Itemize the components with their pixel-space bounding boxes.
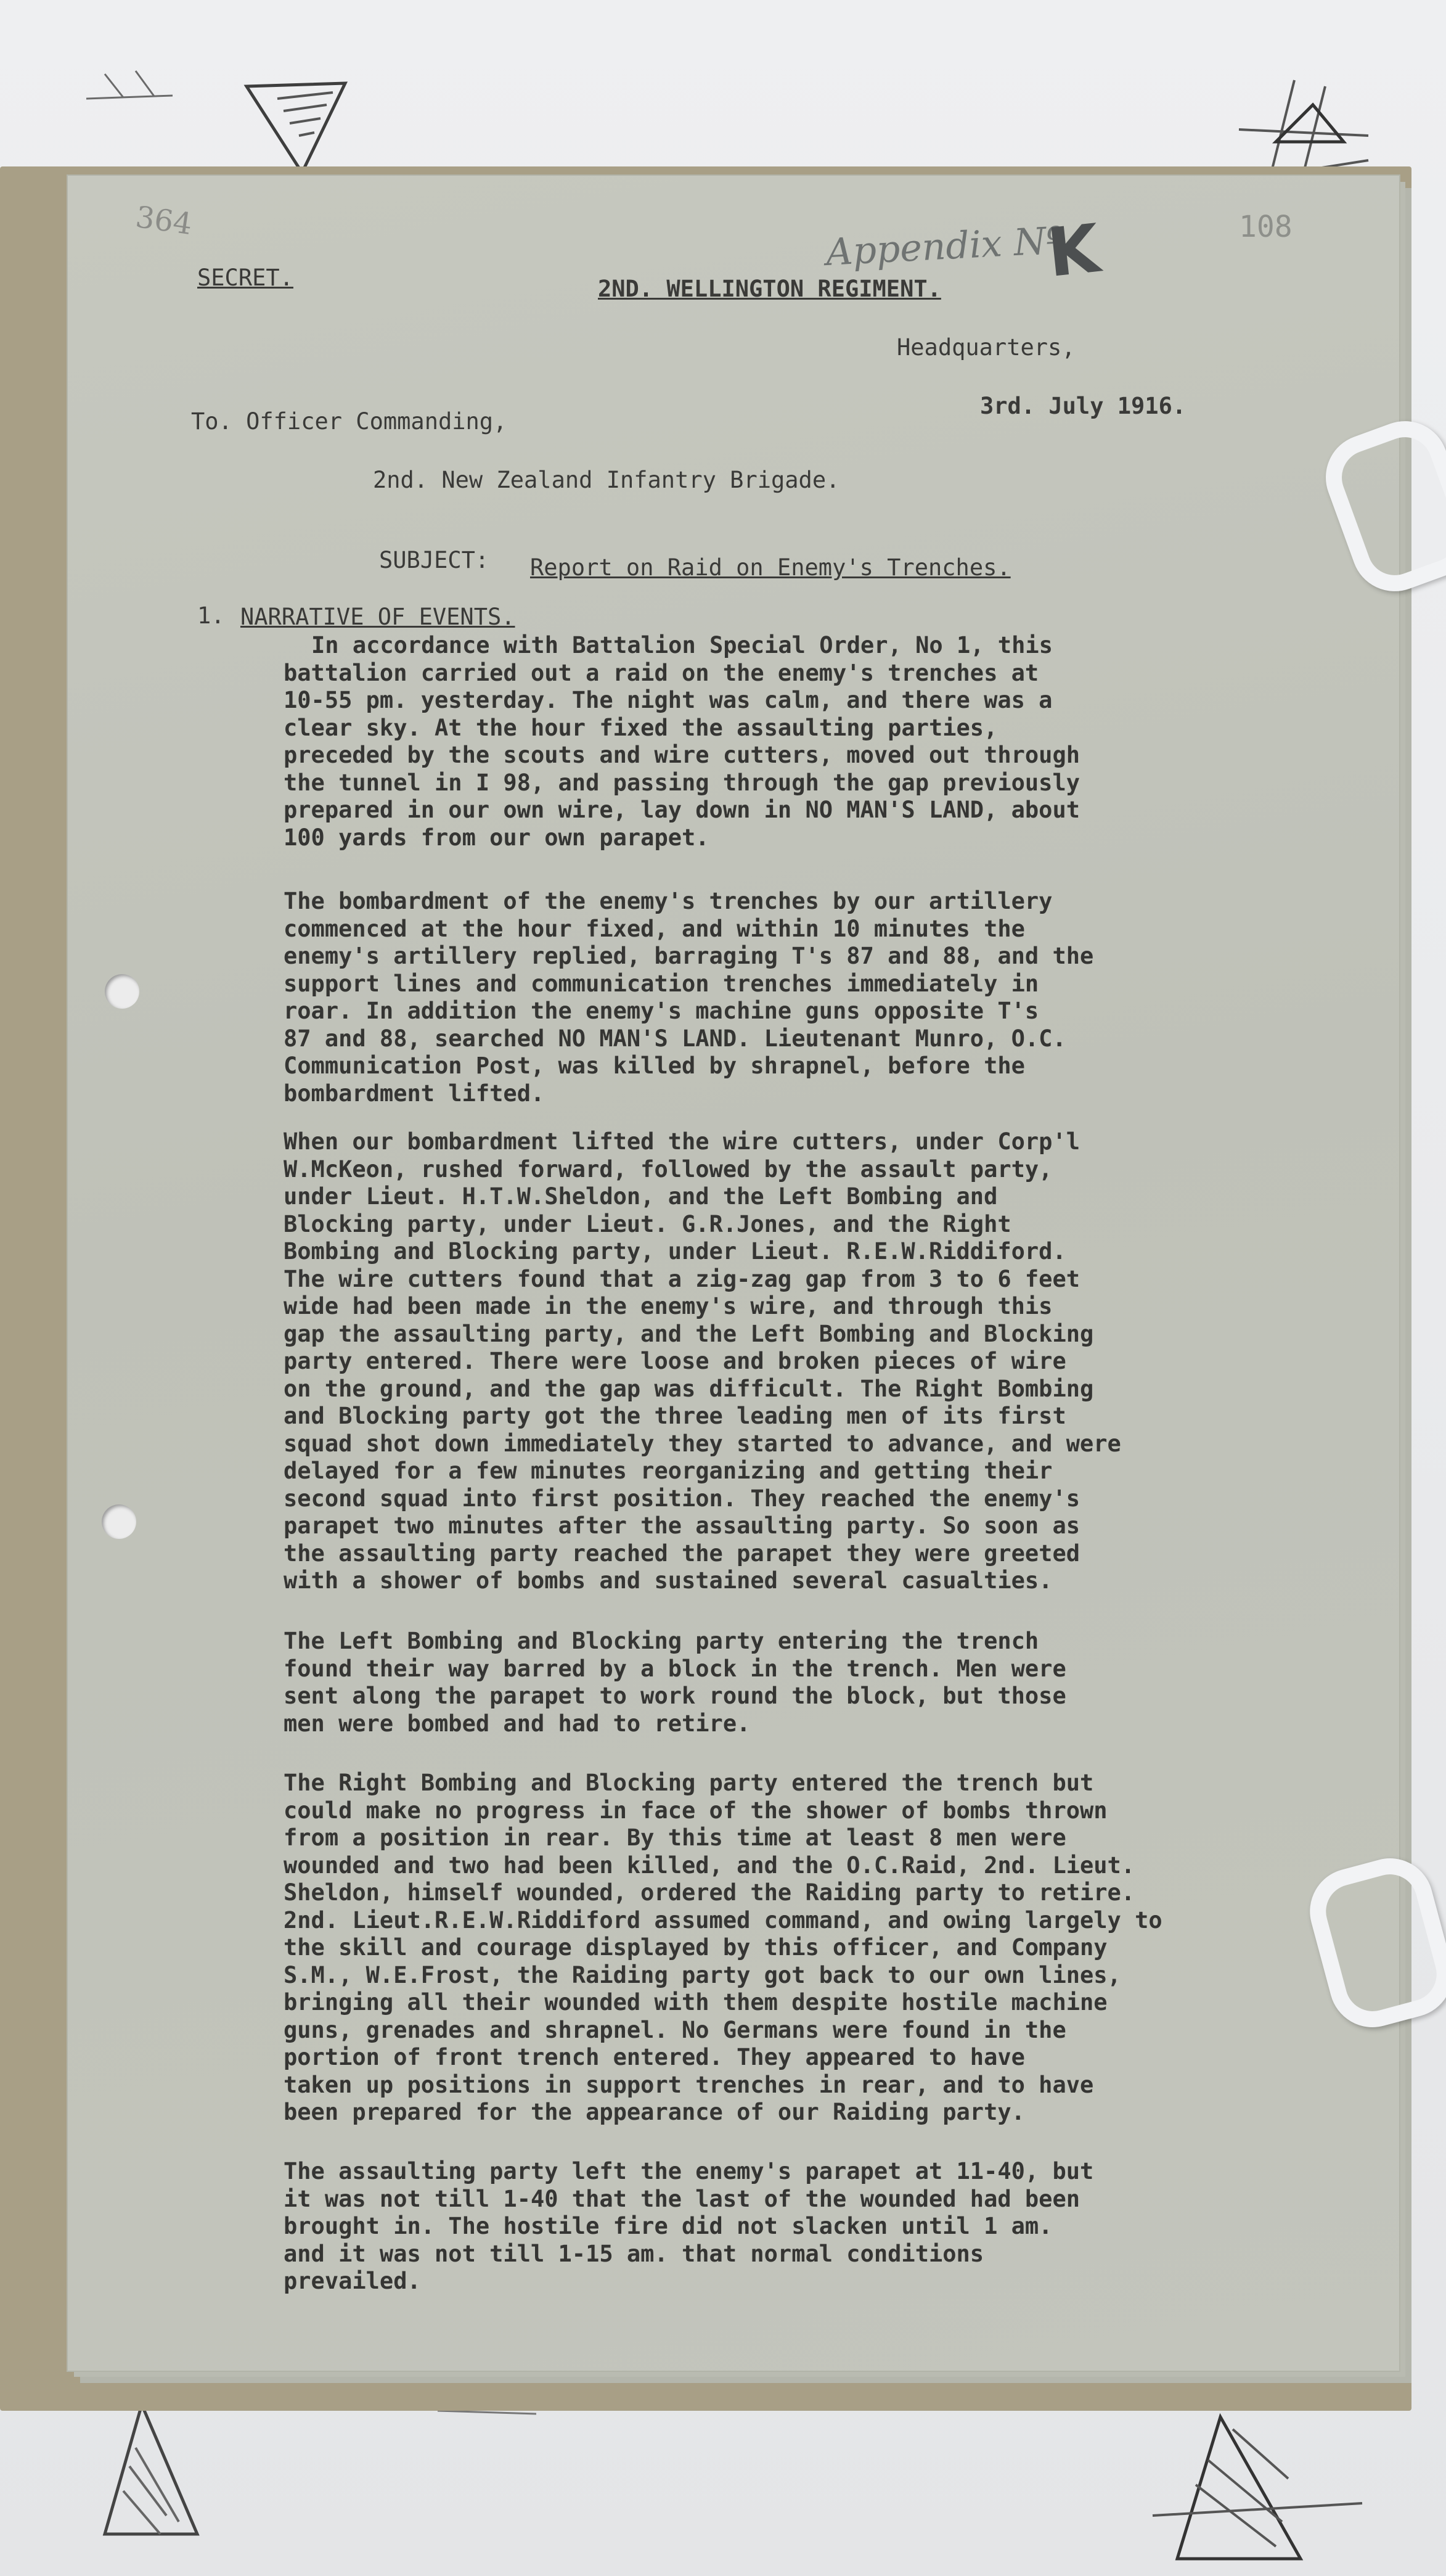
paragraph-line: Communication Post, was killed by shrapnel, before the (284, 1052, 1025, 1079)
section-title: NARRATIVE OF EVENTS. (240, 604, 515, 630)
paragraph-line: bombardment lifted. (284, 1080, 545, 1107)
paragraph-line: battalion carried out a raid on the enemy's trenches at (284, 659, 1039, 686)
paragraph-line: S.M., W.E.Frost, the Raiding party got back to our own lines, (284, 1961, 1121, 1988)
paragraph-line: 100 yards from our own parapet. (284, 824, 709, 851)
pencil-sketch-bottom-right (1140, 2392, 1375, 2571)
paragraph-line: support lines and communication trenches immediately in (284, 970, 1039, 997)
paragraph-line: and Blocking party got the three leading men of its first (284, 1403, 1066, 1429)
date-line: 3rd. July 1916. (980, 393, 1187, 419)
paragraph-line: gap the assaulting party, and the Left Bombing and Blocking (284, 1320, 1094, 1347)
paragraph-line: 87 and 88, searched NO MAN'S LAND. Lieutenant Munro, O.C. (284, 1025, 1066, 1052)
paragraph-line: The assaulting party left the enemy's parapet at 11-40, but (284, 2158, 1094, 2184)
paragraph-line: 10-55 pm. yesterday. The night was calm, and there was a (284, 687, 1053, 713)
paragraph-line: prevailed. (284, 2268, 421, 2294)
paragraph-line: The bombardment of the enemy's trenches by our artillery (284, 888, 1053, 914)
paragraph-line: W.McKeon, rushed forward, followed by the assault party, (284, 1155, 1053, 1183)
paragraph-line: delayed for a few minutes reorganizing and getting their (284, 1458, 1053, 1484)
addressee-line-2: 2nd. New Zealand Infantry Brigade. (373, 467, 840, 493)
paragraph-1 (284, 632, 1294, 851)
paragraph-line: When our bombardment lifted the wire cutters, under Corp'l (284, 1128, 1080, 1155)
paragraph-line: the skill and courage displayed by this officer, and Company (284, 1934, 1108, 1961)
paragraph-line: second squad into first position. They reached the enemy's (284, 1485, 1080, 1512)
paragraph-line: clear sky. At the hour fixed the assaulting parties, (284, 714, 998, 741)
paragraph-line: on the ground, and the gap was difficult. The Right Bombing (284, 1375, 1094, 1402)
paragraph-line: the tunnel in I 98, and passing through the gap previously (284, 769, 1080, 796)
paragraph-line: wide had been made in the enemy's wire, and through this (284, 1293, 1053, 1319)
paragraph-line: commenced at the hour fixed, and within 10 minutes the (284, 915, 1025, 942)
paragraph-line: men were bombed and had to retire. (284, 1710, 751, 1737)
paragraph-line: taken up positions in support trenches in rear, and to have (284, 2071, 1094, 2098)
classification-mark: SECRET. (197, 265, 293, 291)
paragraph-line: brought in. The hostile fire did not slacken until 1 am. (284, 2213, 1053, 2239)
paragraph-line: The Right Bombing and Blocking party entered the trench but (284, 1770, 1094, 1796)
paragraph-line: squad shot down immediately they started to advance, and were (284, 1430, 1121, 1457)
archive-number: 364 (133, 199, 195, 242)
paragraph-line: Blocking party, under Lieut. G.R.Jones, and the Right (284, 1210, 1011, 1237)
paragraph-line: found their way barred by a block in the trench. Men were (284, 1655, 1066, 1682)
subject-title: Report on Raid on Enemy's Trenches. (530, 554, 1011, 581)
pencil-sketch-top-center (240, 74, 370, 179)
paragraph-line: with a shower of bombs and sustained several casualties. (284, 1567, 1053, 1594)
paragraph-line: from a position in rear. By this time at least 8 men were (284, 1824, 1066, 1851)
paragraph-4 (284, 1628, 1294, 1737)
pencil-sketch-top-left (80, 62, 179, 111)
paragraph-3 (284, 1128, 1294, 1595)
paragraph-line: under Lieut. H.T.W.Sheldon, and the Left Bombing and (284, 1183, 998, 1210)
section-number: 1. (197, 602, 225, 629)
paragraph-line: In accordance with Battalion Special Order, No 1, this (311, 632, 1053, 658)
appendix-label: Appendix Nº (825, 218, 1065, 275)
subject-label: SUBJECT: (379, 547, 489, 573)
paragraph-line: sent along the parapet to work round the block, but those (284, 1683, 1066, 1709)
paragraph-line: could make no progress in face of the shower of bombs thrown (284, 1797, 1108, 1824)
paragraph-line: prepared in our own wire, lay down in NO MAN'S LAND, about (284, 797, 1080, 823)
paragraph-line: enemy's artillery replied, barraging T's 87 and 88, and the (284, 943, 1094, 969)
appendix-letter: K (1044, 210, 1104, 293)
paragraph-line: wounded and two had been killed, and the O.C.Raid, 2nd. Lieut. (284, 1852, 1135, 1879)
paragraph-line: roar. In addition the enemy's machine guns opposite T's (284, 998, 1039, 1024)
paragraph-line: bringing all their wounded with them despite hostile machine (284, 1989, 1108, 2016)
paragraph-line: 2nd. Lieut.R.E.W.Riddiford assumed command, and owing largely to (284, 1906, 1162, 1934)
paragraph-line: Bombing and Blocking party, under Lieut. R.E.W.Riddiford. (284, 1238, 1066, 1265)
paragraph-line: parapet two minutes after the assaulting party. So soon as (284, 1512, 1080, 1539)
pencil-sketch-bottom-left (92, 2392, 203, 2546)
paragraph-line: Sheldon, himself wounded, ordered the Raiding party to retire. (284, 1879, 1135, 1906)
paragraph-line: been prepared for the appearance of our Raiding party. (284, 2099, 1025, 2125)
paragraph-5 (284, 1770, 1294, 2127)
addressee-line-1: To. Officer Commanding, (191, 408, 507, 435)
paragraph-line: guns, grenades and shrapnel. No Germans were found in the (284, 2016, 1066, 2043)
punch-hole-lower (102, 1504, 136, 1539)
paragraph-line: The Left Bombing and Blocking party entering the trench (284, 1628, 1039, 1654)
paragraph-line: preceded by the scouts and wire cutters, moved out through (284, 742, 1080, 768)
paragraph-line: The wire cutters found that a zig-zag gap from 3 to 6 feet (284, 1265, 1080, 1292)
paragraph-line: it was not till 1-40 that the last of the wounded had been (284, 2185, 1080, 2212)
unit-heading: 2ND. WELLINGTON REGIMENT. (598, 276, 941, 302)
punch-hole-upper (105, 974, 139, 1009)
paragraph-line: and it was not till 1-15 am. that normal conditions (284, 2240, 984, 2267)
page-number: 108 (1239, 210, 1293, 244)
paragraph-line: party entered. There were loose and broken pieces of wire (284, 1348, 1066, 1374)
paragraph-line: the assaulting party reached the parapet they were greeted (284, 1540, 1080, 1567)
location-line: Headquarters, (897, 334, 1076, 361)
paragraph-2 (284, 888, 1294, 1107)
paragraph-6 (284, 2158, 1294, 2295)
paragraph-line: portion of front trench entered. They appeared to have (284, 2044, 1025, 2070)
